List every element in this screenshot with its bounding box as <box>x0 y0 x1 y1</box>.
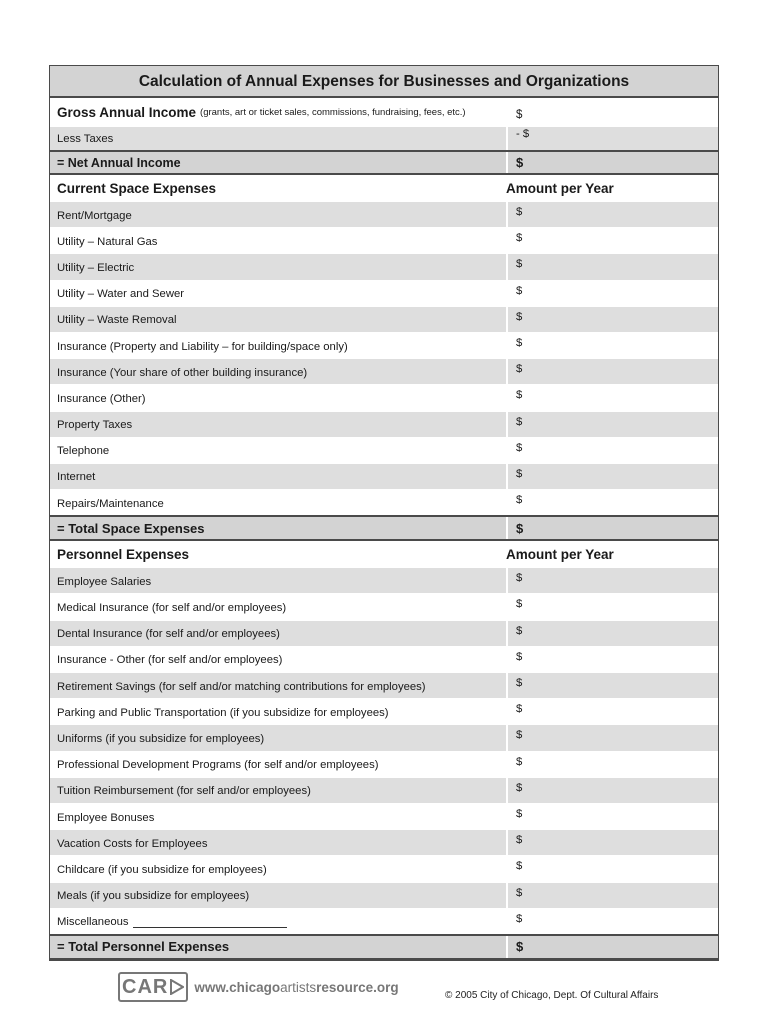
expense-row <box>50 332 718 358</box>
amount-field[interactable]: $ <box>506 647 718 672</box>
footer <box>0 970 770 1010</box>
less-taxes-label: Less Taxes <box>57 132 114 145</box>
expense-row <box>50 724 718 750</box>
expense-label-text: Medical Insurance (for self and/or employees) <box>57 602 287 615</box>
expense-row <box>50 620 718 646</box>
expense-label-text: Parking and Public Transportation (if you subsidize for employees) <box>57 706 389 719</box>
personnel-header: Personnel Expenses <box>57 547 190 563</box>
amount-field[interactable]: $ <box>506 412 718 437</box>
expense-label <box>50 438 506 463</box>
amount-field[interactable]: $ <box>506 778 718 803</box>
expense-row <box>50 306 718 332</box>
expense-label-text: Miscellaneous <box>57 916 129 929</box>
expense-row <box>50 882 718 908</box>
expense-row <box>50 751 718 777</box>
expense-row <box>50 698 718 724</box>
expense-label-text: Property Taxes <box>57 419 133 432</box>
expense-label <box>50 909 506 934</box>
space-total-field[interactable]: $ <box>506 517 718 539</box>
expense-row <box>50 646 718 672</box>
expense-label <box>50 307 506 332</box>
expense-label <box>50 883 506 908</box>
expense-label <box>50 673 506 698</box>
url-suffix: resource.org <box>316 979 399 995</box>
expense-label-text: Childcare (if you subsidize for employees) <box>57 863 267 876</box>
amount-field[interactable]: $ <box>506 699 718 724</box>
expense-form <box>49 65 719 961</box>
amount-field[interactable]: $ <box>506 568 718 593</box>
expense-row <box>50 201 718 227</box>
car-logo-text: CAR <box>122 975 169 998</box>
space-section-header <box>50 175 718 201</box>
expense-label-text: Employee Salaries <box>57 575 152 588</box>
expense-label-text: Telephone <box>57 445 110 458</box>
amount-field[interactable]: $ <box>506 385 718 410</box>
space-total-label: = Total Space Expenses <box>57 520 205 536</box>
copyright-text: © 2005 City of Chicago, Dept. Of Cultural Affairs <box>445 990 659 1001</box>
personnel-total-field[interactable]: $ <box>506 936 718 958</box>
expense-label-text: Professional Development Programs (for self and/or employees) <box>57 759 379 772</box>
net-income-row <box>50 150 718 175</box>
expense-label-text: Insurance (Your share of other building insurance) <box>57 366 308 379</box>
amount-field[interactable]: $ <box>506 359 718 384</box>
car-logo-mark <box>118 972 188 1002</box>
url-middle: artists <box>280 979 317 995</box>
expense-label <box>50 202 506 227</box>
amount-field[interactable]: $ <box>506 883 718 908</box>
amount-field[interactable]: $ <box>506 830 718 855</box>
expense-row <box>50 489 718 515</box>
personnel-section-header <box>50 541 718 567</box>
expense-label-text: Utility – Water and Sewer <box>57 288 185 301</box>
amount-field[interactable]: $ <box>506 673 718 698</box>
expense-label <box>50 490 506 515</box>
play-icon <box>170 979 184 995</box>
expense-label-text: Dental Insurance (for self and/or employees) <box>57 628 280 641</box>
gross-income-row <box>50 98 718 126</box>
expense-label <box>50 594 506 619</box>
personnel-items <box>50 567 718 934</box>
expense-row <box>50 908 718 934</box>
expense-label <box>50 725 506 750</box>
less-taxes-row <box>50 126 718 150</box>
personnel-total-label: = Total Personnel Expenses <box>57 939 230 955</box>
less-taxes-field[interactable]: - $ <box>506 127 718 150</box>
amount-field[interactable]: $ <box>506 333 718 358</box>
expense-row <box>50 463 718 489</box>
expense-label-text: Tuition Reimbursement (for self and/or employees) <box>57 785 311 798</box>
expense-label <box>50 254 506 279</box>
expense-row <box>50 829 718 855</box>
space-total-row <box>50 515 718 541</box>
expense-label <box>50 752 506 777</box>
expense-label-text: Utility – Natural Gas <box>57 235 158 248</box>
website-link[interactable] <box>194 980 398 995</box>
url-prefix: www.chicago <box>194 979 281 995</box>
amount-field[interactable]: $ <box>506 725 718 750</box>
expense-row <box>50 803 718 829</box>
expense-row <box>50 567 718 593</box>
expense-label-text: Utility – Waste Removal <box>57 314 177 327</box>
expense-label <box>50 228 506 253</box>
net-income-field[interactable]: $ <box>506 152 718 173</box>
expense-row <box>50 437 718 463</box>
amount-field[interactable]: $ <box>506 856 718 881</box>
amount-field[interactable]: $ <box>506 752 718 777</box>
expense-row <box>50 777 718 803</box>
car-logo <box>118 972 399 1002</box>
space-items <box>50 201 718 515</box>
amount-field[interactable]: $ <box>506 438 718 463</box>
expense-label <box>50 699 506 724</box>
amount-field[interactable]: $ <box>506 254 718 279</box>
gross-income-label: Gross Annual Income <box>57 105 197 120</box>
expense-row <box>50 227 718 253</box>
form-title <box>50 66 718 98</box>
net-income-label: = Net Annual Income <box>57 155 181 170</box>
expense-label <box>50 359 506 384</box>
space-amount-header: Amount per Year <box>506 181 614 196</box>
expense-label <box>50 464 506 489</box>
expense-label-text: Insurance (Other) <box>57 392 146 405</box>
expense-label <box>50 412 506 437</box>
amount-field[interactable]: $ <box>506 202 718 227</box>
expense-label <box>50 281 506 306</box>
expense-label-text: Repairs/Maintenance <box>57 497 164 510</box>
expense-row <box>50 411 718 437</box>
gross-income-field[interactable]: $ <box>506 99 718 126</box>
expense-label-text: Internet <box>57 471 96 484</box>
expense-row <box>50 593 718 619</box>
expense-row <box>50 384 718 410</box>
expense-label <box>50 778 506 803</box>
expense-row <box>50 672 718 698</box>
amount-field[interactable]: $ <box>506 490 718 515</box>
expense-label-text: Insurance - Other (for self and/or employees) <box>57 654 283 667</box>
amount-field[interactable]: $ <box>506 307 718 332</box>
amount-field[interactable]: $ <box>506 228 718 253</box>
amount-field[interactable]: $ <box>506 594 718 619</box>
expense-label-text: Utility – Electric <box>57 261 135 274</box>
expense-label-text: Vacation Costs for Employees <box>57 837 208 850</box>
expense-row <box>50 855 718 881</box>
expense-label-text: Uniforms (if you subsidize for employees) <box>57 732 265 745</box>
form-title-text: Calculation of Annual Expenses for Businesses and Organizations <box>138 73 630 90</box>
expense-label-text: Retirement Savings (for self and/or matching contributions for employees) <box>57 680 426 693</box>
expense-label-text: Rent/Mortgage <box>57 209 132 222</box>
gross-income-note: (grants, art or ticket sales, commissions, fundraising, fees, etc.) <box>200 107 466 118</box>
expense-label <box>50 333 506 358</box>
personnel-total-row <box>50 934 718 960</box>
amount-field[interactable]: $ <box>506 281 718 306</box>
expense-label-text: Meals (if you subsidize for employees) <box>57 890 250 903</box>
amount-field[interactable]: $ <box>506 621 718 646</box>
expense-label-text: Insurance (Property and Liability – for building/space only) <box>57 340 348 353</box>
expense-label <box>50 830 506 855</box>
personnel-amount-header: Amount per Year <box>506 547 614 563</box>
expense-label <box>50 568 506 593</box>
misc-write-in-line[interactable] <box>133 917 287 928</box>
amount-field[interactable]: $ <box>506 804 718 829</box>
expense-row <box>50 358 718 384</box>
expense-row <box>50 253 718 279</box>
expense-label <box>50 385 506 410</box>
expense-row <box>50 280 718 306</box>
amount-field[interactable]: $ <box>506 909 718 934</box>
expense-label <box>50 804 506 829</box>
amount-field[interactable]: $ <box>506 464 718 489</box>
expense-label <box>50 647 506 672</box>
expense-label <box>50 856 506 881</box>
expense-label <box>50 621 506 646</box>
space-header: Current Space Expenses <box>57 181 217 196</box>
expense-label-text: Employee Bonuses <box>57 811 155 824</box>
